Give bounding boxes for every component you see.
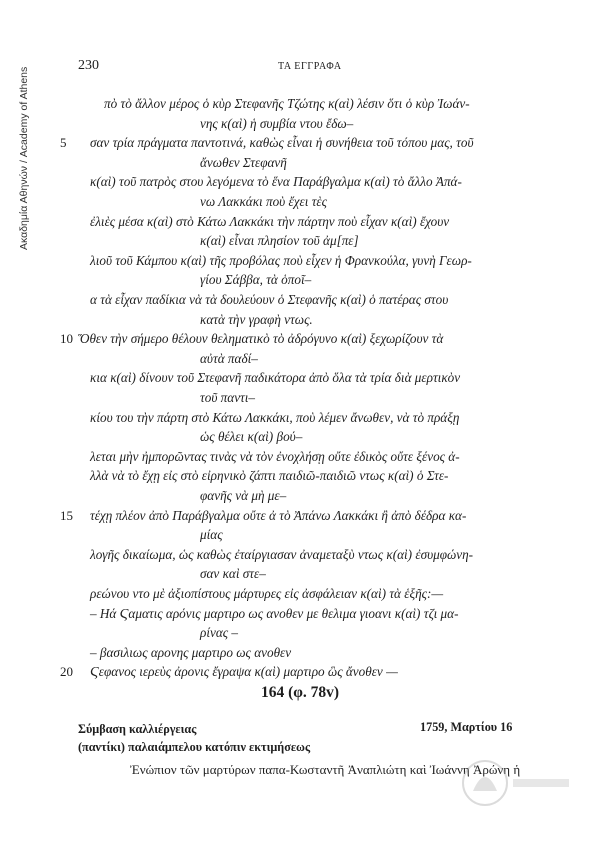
text-line: κατὰ τὴν γραφὴ ντως. bbox=[200, 311, 313, 327]
text-line: κ(αὶ) εἶναι πλησίον τοῦ ἀμ[πε] bbox=[200, 233, 359, 249]
text-line: φανῆς νὰ μὴ με– bbox=[200, 488, 287, 503]
text-line: – βασιλιως αρονης μαρτιρο ως ανοθεν bbox=[90, 644, 292, 660]
summary-line: Σύμβαση καλλιέργειας bbox=[78, 722, 197, 736]
line-number: 15 bbox=[60, 507, 73, 523]
text-line: ρεώνου ντο μὲ ἀξιοπίστους μάρτυρες εἰς ἀσφάλειαν κ(αὶ) τὰ ἑξῆς:— bbox=[90, 586, 444, 601]
text-line: μίας bbox=[200, 527, 223, 543]
text-line: αὐτὰ παδί– bbox=[200, 350, 258, 366]
text-line: σαν τρία πράγματα παντοτινά, καθὼς εἶναι ἡ συνήθεια τοῦ τόπου μας, τοῦ bbox=[90, 135, 474, 151]
text-line: κια κ(αὶ) δίνουν τοῦ Στεφανῆ παδικάτορα ἀπὸ ὅλα τὰ τρία διὰ μερτικὸν bbox=[90, 370, 461, 386]
text-line: – Ηά Ϛαματις αρόνις μαρτιρο ως ανοθεν με θελιμα γιοανι κ(αὶ) τζι μα- bbox=[90, 605, 459, 621]
text-line: λεται μὴν ἠμπορῶντας τινὰς νὰ τὸν ἐνοχλήσῃ οὔτε ἐδικὸς οὔτε ξένος ἀ- bbox=[90, 448, 460, 464]
line-number: 10 bbox=[60, 331, 73, 347]
text-line: τοῦ παντι– bbox=[200, 390, 256, 405]
document-heading: 164 (φ. 78v) bbox=[260, 684, 340, 701]
page-number: 230 bbox=[78, 58, 99, 73]
text-line: τέχῃ πλέον ἀπὸ Παράβγαλμα οὔτε ἀ τὸ Ἀπάνω Λακκάκι ἢ ἀπὸ δέδρα κα- bbox=[90, 507, 467, 523]
document-first-line: Ἐνώπιον τῶν μαρτύρων παπα-Κωσταντῆ Ἀναπλιώτη καὶ Ἰωάννη Ἀρώνη ἡ bbox=[130, 762, 521, 777]
text-line: α τὰ εἶχαν παδίκια νὰ τὰ δουλεύουν ὁ Στεφανῆς κ(αὶ) ὁ πατέρας στου bbox=[90, 292, 449, 307]
text-line: ἄνωθεν Στεφανῆ bbox=[200, 154, 287, 170]
text-line: νω Λακκάκι ποὺ ἔχει τὲς bbox=[200, 194, 327, 209]
text-line: γίου Σάββα, τὰ ὁποῖ– bbox=[200, 272, 312, 288]
academy-seal-watermark bbox=[455, 755, 575, 815]
running-head: ΤΑ ΕΓΓΡΑΦΑ bbox=[278, 61, 342, 72]
text-line: πὸ τὸ ἄλλον μέρος ὁ κὺρ Στεφανῆς Τζώτης κ(αὶ) λέσιν ὅτι ὁ κὺρ Ἰωάν- bbox=[104, 96, 470, 111]
academy-side-label: Ακαδημία Αθηνών / Academy of Athens bbox=[18, 66, 30, 250]
text-line: ὡς θέλει κ(αὶ) βού– bbox=[200, 429, 303, 445]
line-number: 20 bbox=[60, 664, 73, 680]
text-line: σαν καὶ στε– bbox=[200, 566, 266, 582]
line-number: 5 bbox=[60, 135, 67, 151]
text-line: νης κ(αὶ) ἡ συμβία ντου ἔδω– bbox=[200, 115, 354, 131]
text-line: κίου του τὴν πάρτη στὸ Κάτω Λακκάκι, ποὺ λέμεν ἄνωθεν, νὰ τὸ πράξῃ bbox=[90, 409, 460, 425]
text-line: Ὅθεν τὴν σήμερο θέλουν θεληματικὸ τὸ ἀδρόγυνο κ(αὶ) ξεχωρίζουν τὰ bbox=[78, 331, 444, 347]
text-line: λλὰ νὰ τὸ ἔχῃ εἰς στὸ εἰρηνικὸ ζάπτι παιδιῶ-παιδιῶ ντως κ(αὶ) ὁ Στε- bbox=[90, 468, 449, 484]
text-line: ρίνας – bbox=[200, 625, 239, 641]
text-line: Ϛεφανος ιερεὺς ἀρονις ἔγραψα κ(αὶ) μαρτιρο ὣς ἄνοθεν — bbox=[90, 664, 398, 680]
summary-line: (παντίκι) παλαιάμπελου κατόπιν εκτιμήσεως bbox=[78, 740, 311, 754]
document-summary bbox=[78, 720, 310, 756]
text-line: λιοῦ τοῦ Κάμπου κ(αὶ) τῆς προβόλας ποὺ εἶχεν ἡ Φρανκούλα, γυνὴ Γεωρ- bbox=[90, 252, 472, 268]
text-line: κ(αὶ) τοῦ πατρὸς στου λεγόμενα τὸ ἕνα Παράβγαλμα κ(αὶ) τὸ ἄλλο Ἀπά- bbox=[90, 174, 462, 190]
document-date: 1759, Μαρτίου 16 bbox=[420, 720, 513, 734]
text-line: ἐλιὲς μέσα κ(αὶ) στὸ Κάτω Λακκάκι τὴν πάρτην ποὺ εἶχαν κ(αὶ) ἔχουν bbox=[90, 213, 450, 229]
text-line: λογῆς δικαίωμα, ὡς καθὼς ἐταίργιασαν ἀναμεταξὺ ντως κ(αὶ) ἐσυμφώνη- bbox=[90, 546, 474, 562]
